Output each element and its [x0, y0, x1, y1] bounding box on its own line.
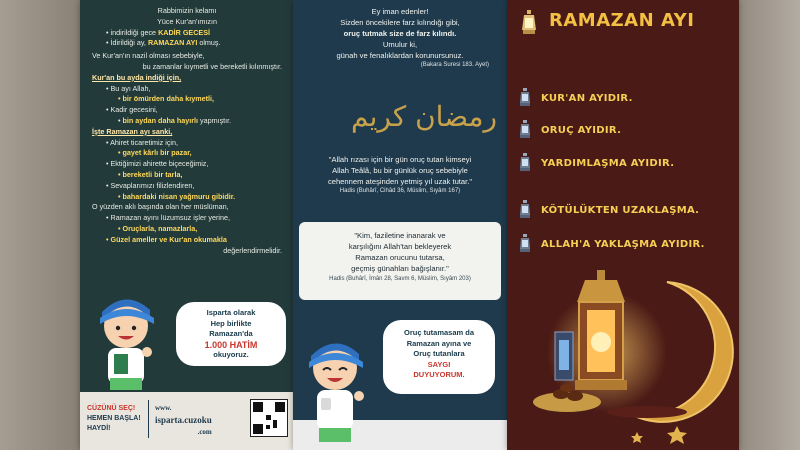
- left-panel-text: [92, 6, 282, 256]
- respect-speech-bubble: [383, 320, 495, 394]
- text-line: İşte Ramazan ayı sanki,: [92, 126, 173, 136]
- lantern-icon: [519, 153, 531, 173]
- kid-reading-quran-illustration: [92, 296, 162, 392]
- text-line: • Sevaplarımızı filizlendiren,: [106, 180, 195, 190]
- verse-line: Ey iman edenler!: [371, 7, 429, 16]
- text-line: • Ahiret ticaretimiz için,: [106, 137, 179, 147]
- brochure-panel-right: [507, 0, 739, 450]
- panel-title: RAMAZAN AYI: [549, 10, 695, 31]
- bubble-highlight: 1.000 HATİM: [204, 339, 258, 350]
- verse-reference: (Bakara Suresi 183. Ayet): [420, 62, 489, 68]
- ramadan-item: KÖTÜLÜKTEN UZAKLAŞMA.: [519, 200, 699, 220]
- verse-line: günah ve fenalıklardan korunursunuz.: [336, 51, 464, 60]
- lantern-icon: [519, 200, 531, 220]
- text-line: • Kadir gecesini,: [106, 105, 158, 115]
- hadith-reference: Hadis (Buhârî, İmân 28, Savm 6, Müslim, Sıyâm 203): [329, 276, 471, 282]
- bubble-line: Ramazan'da: [209, 329, 253, 338]
- text-line: • gayet kârlı bir pazar,: [118, 148, 192, 158]
- text-line: • Oruçlarla, namazlarla,: [118, 223, 198, 233]
- text-line: O yüzden aklı başında olan her müslüman,: [92, 202, 229, 212]
- ramadan-item: KUR'AN AYIDIR.: [519, 88, 633, 108]
- bubble-line: okuyoruz.: [213, 350, 249, 359]
- text-line: • bin aydan daha hayırlı yapmıştır.: [118, 115, 232, 125]
- text-line: değerlendirmelidir.: [223, 245, 282, 255]
- text-line: Ve Kur'an'ın nazil olması sebebiyle,: [92, 51, 205, 61]
- footer-slogan: CÜZÜNÜ SEÇ! HEMEN BAŞLA! HAYDİ!: [87, 405, 141, 432]
- verse-line: Umulur ki,: [382, 40, 418, 49]
- crescent-lantern-illustration: [527, 262, 737, 448]
- left-panel-footer: [80, 392, 293, 450]
- bubble-line: Ramazan ayına ve: [406, 338, 472, 348]
- text-line: Rabbimizin kelamı: [157, 6, 217, 15]
- hadith-reference: Hadis (Buhârî, Cihâd 36, Müslim, Sıyâm 167): [339, 188, 461, 194]
- text-line: • bahardaki nisan yağmuru gibidir.: [118, 191, 236, 201]
- text-line: • bir ömürden daha kıymetli,: [118, 94, 214, 104]
- text-line: • Ramazan ayını lüzumsuz işler yerine,: [106, 213, 230, 223]
- footer-website: www. isparta.cuzoku .com: [155, 404, 212, 436]
- lantern-icon: [519, 120, 531, 140]
- bubble-line: Oruç tutanlara: [413, 349, 465, 358]
- brochure-panel-left: [80, 0, 293, 450]
- bubble-line: Hep birlikte: [210, 318, 252, 328]
- footer-divider: [148, 400, 149, 438]
- ramadan-kareem-calligraphy: رمضان كريم: [351, 100, 498, 133]
- hadith-line: Ramazan orucunu tutarsa,: [355, 253, 445, 262]
- kid-with-cup-illustration: [303, 340, 369, 444]
- hadith-line: "Kim, faziletine inanarak ve: [354, 231, 446, 240]
- ramadan-item: ALLAH'A YAKLAŞMA AYIDIR.: [519, 234, 705, 254]
- hadith-line: Allah Teâlâ, bu bir günlük oruç sebebiyle: [332, 166, 468, 175]
- qr-code: [250, 399, 288, 437]
- ramadan-item: ORUÇ AYIDIR.: [519, 120, 621, 140]
- hadith-line: "Allah rızası için bir gün oruç tutan kimseyi: [328, 155, 472, 164]
- ramadan-item: YARDIMLAŞMA AYIDIR.: [519, 153, 674, 173]
- hadith-line: geçmiş günahları bağışlanır.": [351, 264, 449, 273]
- text-line: Yüce Kur'an'ımızın: [157, 16, 217, 26]
- lantern-icon: [519, 88, 531, 108]
- text-line: • Güzel ameller ve Kur'an okumakla: [106, 234, 227, 244]
- text-line: Kur'an bu ayda indiği için,: [92, 72, 182, 82]
- text-line: • İdirildiği ay, RAMAZAN AYI olmuş.: [106, 38, 221, 48]
- hadith-2-card: [299, 222, 501, 300]
- bubble-highlight: SAYGI: [427, 359, 451, 369]
- text-line: • indirildiği gece KADİR GECESİ: [106, 27, 210, 37]
- verse-block: [303, 6, 497, 70]
- hadith-line: karşılığını Allah'tan bekleyerek: [348, 242, 452, 251]
- verse-line: oruç tutmak size de farz kılındı.: [343, 29, 457, 38]
- hadith-1: [301, 154, 499, 196]
- bubble-line: Oruç tutamasam da: [403, 328, 475, 337]
- bubble-highlight: DUYUYORUM.: [413, 370, 465, 379]
- hadith-line: cehennem ateşinden yetmiş yıl uzak tutar.": [327, 177, 473, 186]
- brochure-panel-middle: [293, 0, 507, 450]
- verse-line: Sizden öncekilere farz kılındığı gibi,: [340, 18, 460, 27]
- text-line: • Ektiğimizi ahirette biçeceğimiz,: [106, 159, 209, 169]
- bubble-line: Isparta olarak: [206, 308, 256, 317]
- text-line: • bereketli bir tarla,: [118, 169, 183, 179]
- lantern-icon: [519, 234, 531, 254]
- lantern-icon: [521, 10, 537, 36]
- text-line: bu zamanlar kıymetli ve bereketli kılınmıştır.: [142, 61, 282, 71]
- hatim-speech-bubble: [176, 302, 286, 366]
- text-line: • Bu ayı Allah,: [106, 83, 151, 93]
